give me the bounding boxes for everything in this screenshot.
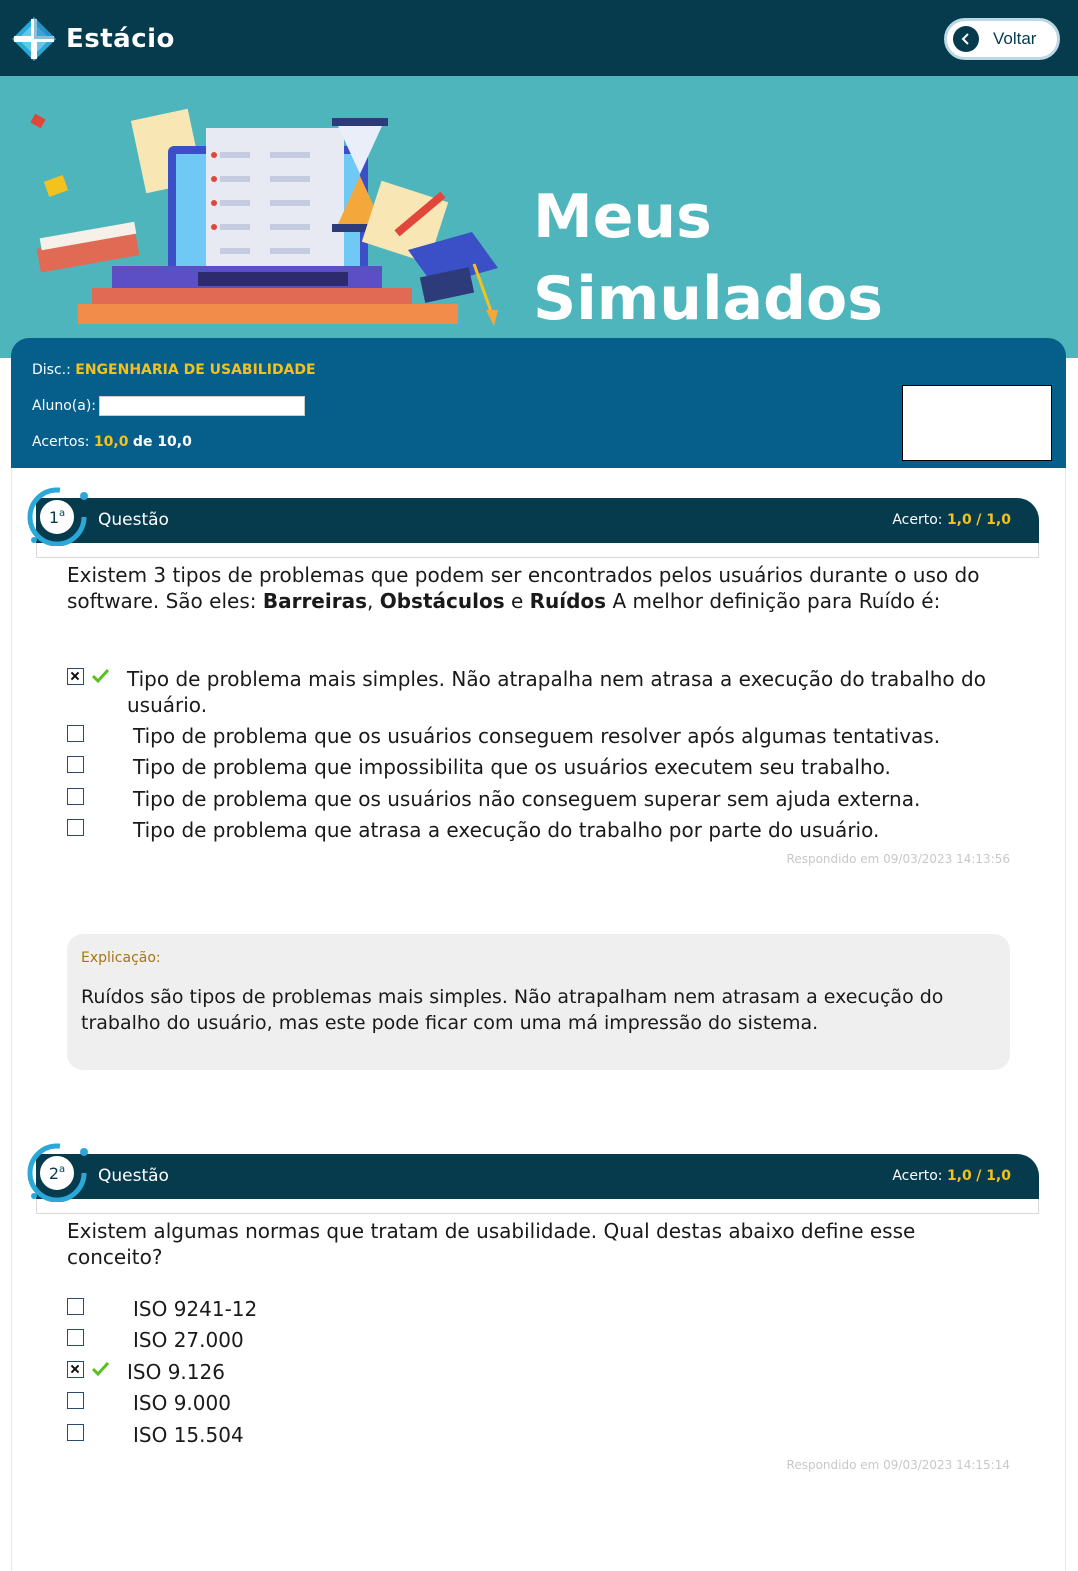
estacio-logo-icon [10,15,58,63]
option-label: ISO 9241-12 [133,1297,258,1321]
question-1-answered-time: Respondido em 09/03/2023 14:13:56 [786,852,1010,866]
checkbox[interactable] [67,788,84,805]
option-label: ISO 27.000 [133,1328,244,1352]
option-label: Tipo de problema que os usuários conseguem resolver após algumas tentativas. [133,724,941,748]
page-title [533,176,883,340]
discipline-row [32,362,316,378]
top-bar [0,0,1078,76]
question-2-option-3[interactable] [67,1359,1017,1385]
option-label: Tipo de problema que impossibilita que os usuários executem seu trabalho. [133,755,891,779]
banner [0,76,1078,358]
question-1-score-total: / 1,0 [976,512,1011,528]
checkbox[interactable] [67,756,84,773]
option-label: ISO 9.126 [127,1360,225,1384]
question-1-explanation [67,934,1010,1070]
question-2-text: Existem algumas normas que tratam de usabilidade. Qual destas abaixo define esse conceito? [67,1219,916,1269]
question-2-answered-time: Respondido em 09/03/2023 14:15:14 [786,1458,1010,1472]
question-2-header-underline [36,1199,1039,1214]
question-2-number: 2 $^a$ [38,1154,76,1192]
checkbox[interactable] [67,1298,84,1315]
question-1-text: Existem 3 tipos de problemas que podem ser encontrados pelos usuários durante o uso do software. São eles: Barreiras, Obstáculos e Ruídos A melhor definição para Ruído é: [67,563,980,613]
back-button-label: Voltar [993,29,1037,48]
question-1-option-4[interactable] [67,786,1017,812]
question-2-option-2[interactable] [67,1327,1017,1353]
question-1-title: Questão [98,510,169,530]
estacio-logo[interactable] [10,14,175,64]
question-1-option-2[interactable] [67,723,1017,749]
checkbox-checked[interactable] [67,1361,84,1378]
student-name-redacted [99,396,305,416]
exam-info-panel [11,338,1066,468]
score-row [32,434,192,450]
question-1-score [892,512,1011,528]
score-total: de 10,0 [132,434,192,450]
question-1-option-3[interactable] [67,754,1017,780]
checkbox[interactable] [67,1329,84,1346]
explanation-text: Ruídos são tipos de problemas mais simples. Não atrapalham nem atrasam a execução do trabalho do usuário, mas este pode ficar com uma má impressão do sistema. [81,986,944,1034]
option-label: Tipo de problema que os usuários não conseguem superar sem ajuda externa. [133,787,921,811]
question-2-option-4[interactable] [67,1390,1017,1416]
question-1-badge [26,484,88,546]
question-2-score-total: / 1,0 [976,1168,1011,1184]
discipline-value: ENGENHARIA DE USABILIDADE [75,362,316,378]
option-label: Tipo de problema que atrasa a execução do trabalho por parte do usuário. [133,818,880,842]
question-2-score-value: 1,0 [946,1168,972,1184]
checkbox[interactable] [67,725,84,742]
question-2-score [892,1168,1011,1184]
score-label: Acertos: [32,434,90,450]
study-illustration-icon [20,100,510,340]
option-label: ISO 9.000 [133,1391,231,1415]
score-value: 10,0 [93,434,129,450]
explanation-title: Explicação: [81,950,161,966]
question-1-header [36,498,1039,543]
student-label: Aluno(a): [32,398,96,414]
question-2-option-1[interactable] [67,1296,1017,1322]
question-2-badge [26,1140,88,1202]
correct-check-icon [90,666,112,686]
question-1-option-5[interactable] [67,817,1017,843]
question-1-number: 1 $^a$ [38,498,76,536]
option-label: ISO 15.504 [133,1423,244,1447]
checkbox-checked[interactable] [67,668,84,685]
student-row [32,396,305,416]
chevron-left-icon [953,26,979,52]
question-1-header-underline [36,543,1039,558]
question-2-score-label: Acerto: [892,1168,943,1184]
discipline-label: Disc.: [32,362,71,378]
page-title-line2: Simulados [533,264,883,334]
question-1-option-1[interactable] [67,666,1017,718]
checkbox[interactable] [67,1392,84,1409]
question-2-header [36,1154,1039,1199]
option-label: Tipo de problema mais simples. Não atrapalha nem atrasa a execução do trabalho do usuário. [127,667,986,717]
question-2-option-5[interactable] [67,1422,1017,1448]
back-button[interactable] [944,18,1060,60]
question-1-score-label: Acerto: [892,512,943,528]
question-1-score-value: 1,0 [946,512,972,528]
checkbox[interactable] [67,1424,84,1441]
student-photo-redacted [902,385,1052,461]
question-2-title: Questão [98,1166,169,1186]
logo-text: Estácio [66,24,175,54]
page-title-line1: Meus [533,182,712,252]
correct-check-icon [90,1359,112,1379]
checkbox[interactable] [67,819,84,836]
